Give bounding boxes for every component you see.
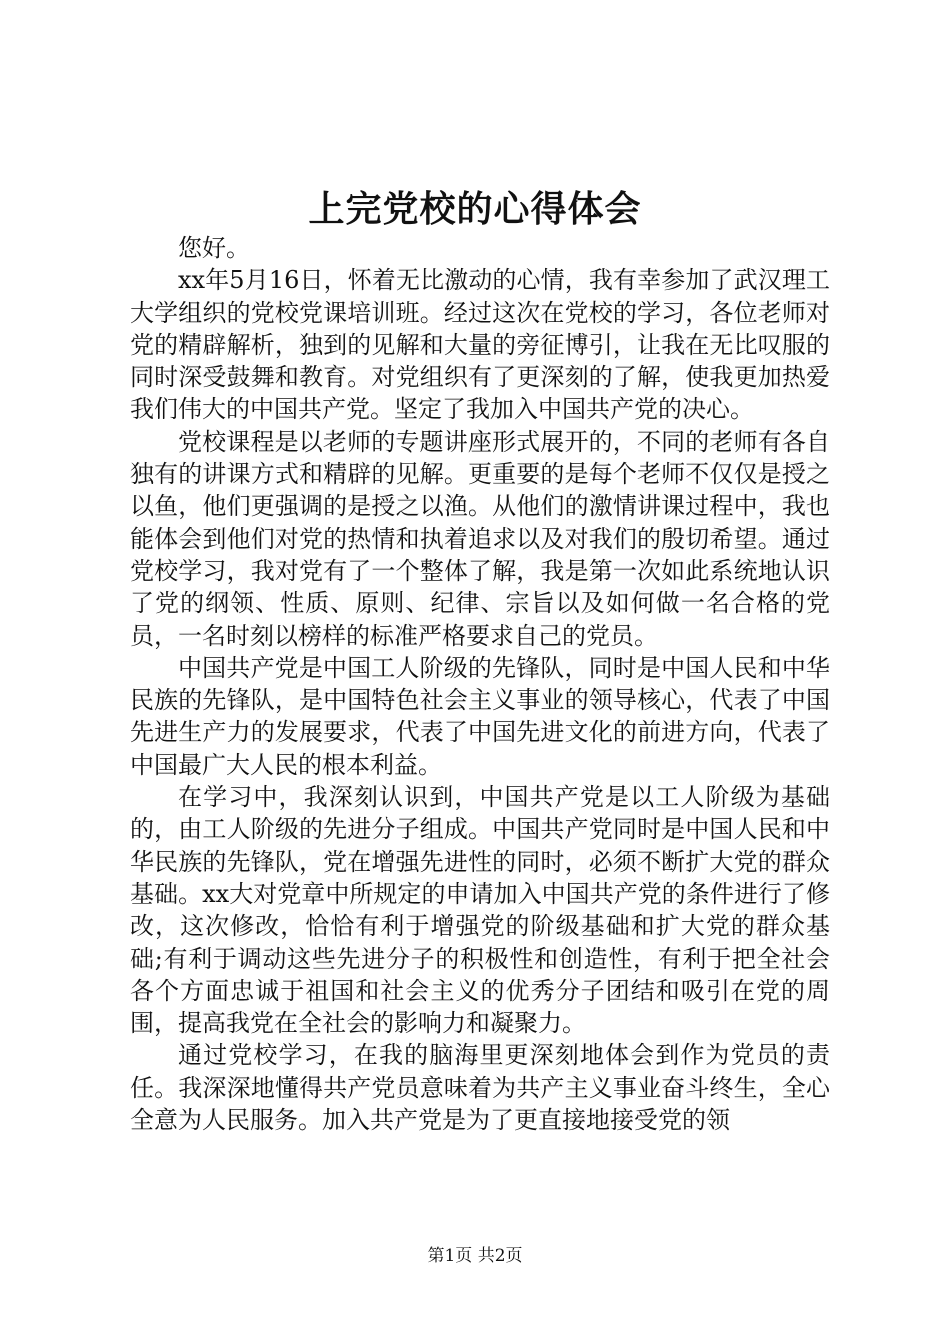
greeting-paragraph: 您好。 [178, 234, 250, 262]
body-paragraph-3: 中国共产党是中国工人阶级的先锋队，同时是中国人民和中华民族的先锋队，是中国特色社会主义事业的领导核心，代表了中国先进生产力的发展要求，代表了中国先进文化的前进方向，代表了中国最广大人民的根本利益。 [130, 653, 830, 779]
body-paragraph-1: xx年5月16日，怀着无比激动的心情，我有幸参加了武汉理工大学组织的党校党课培训班。经过这次在党校的学习，各位老师对党的精辟解析，独到的见解和大量的旁征博引，让我在无比叹服的同时深受鼓舞和教育。对党组织有了更深刻的了解，使我更加热爱我们伟大的中国共产党。坚定了我加入中国共产党的决心。 [130, 266, 830, 424]
document-title: 上完党校的心得体会 [308, 188, 642, 230]
body-paragraph-5: 通过党校学习，在我的脑海里更深刻地体会到作为党员的责任。我深深地懂得共产党员意味着为共产主义事业奋斗终生，全心全意为人民服务。加入共产党是为了更直接地接受党的领 [130, 1041, 830, 1135]
body-paragraph-4: 在学习中，我深刻认识到，中国共产党是以工人阶级为基础的，由工人阶级的先进分子组成。中国共产党同时是中国人民和中华民族的先锋队，党在增强先进性的同时，必须不断扩大党的群众基础。xx大对党章中所规定的申请加入中国共产党的条件进行了修改，这次修改，恰恰有利于增强党的阶级基础和扩大党的群众基础;有利于调动这些先进分子的积极性和创造性，有利于把全社会各个方面忠诚于祖国和社会主义的优秀分子团结和吸引在党的周围，提高我党在全社会的影响力和凝聚力。 [130, 783, 830, 1038]
page-footer: 第1页 共2页 [427, 1246, 523, 1266]
body-paragraph-2: 党校课程是以老师的专题讲座形式展开的，不同的老师有各自独有的讲课方式和精辟的见解。更重要的是每个老师不仅仅是授之以鱼，他们更强调的是授之以渔。从他们的激情讲课过程中，我也能体会到他们对党的热情和执着追求以及对我们的殷切希望。通过党校学习，我对党有了一个整体了解，我是第一次如此系统地认识了党的纲领、性质、原则、纪律、宗旨以及如何做一名合格的党员，一名时刻以榜样的标准严格要求自己的党员。 [130, 427, 830, 650]
document-body [130, 232, 830, 1136]
